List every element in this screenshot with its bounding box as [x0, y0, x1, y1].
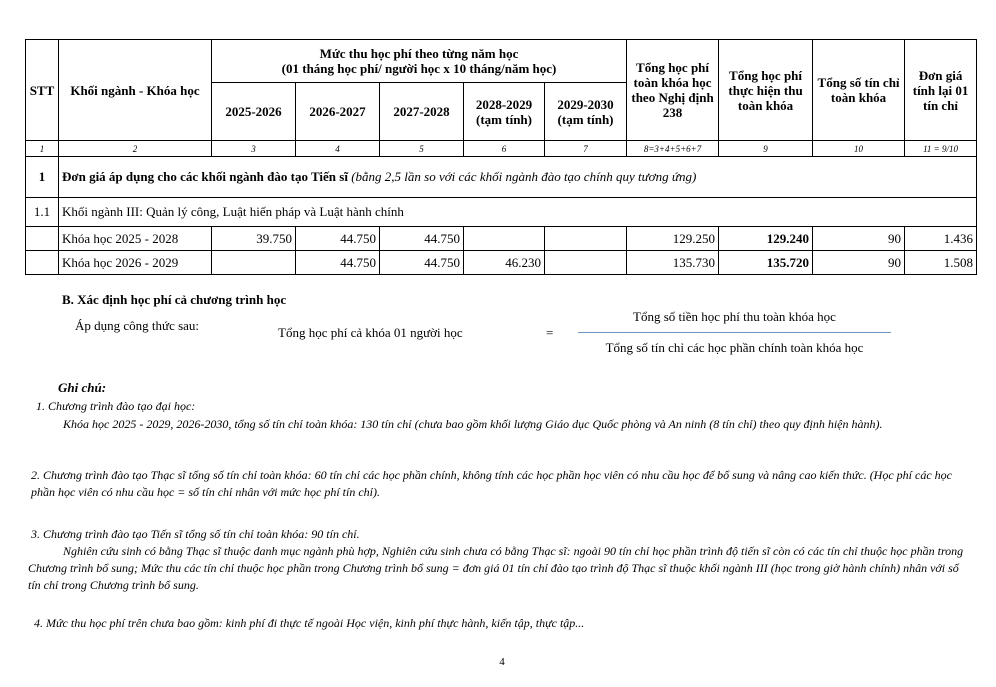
header-year-1	[212, 83, 296, 141]
header-fee-group	[212, 40, 627, 83]
header-program: Khối ngành - Khóa học	[59, 40, 212, 141]
note-3-heading: 3. Chương trình đào tạo Tiến sĩ tổng số tín chỉ toàn khóa: 90 tín chỉ.	[31, 527, 360, 541]
formula-intro: Áp dụng công thức sau:	[75, 318, 200, 333]
header-unit-price: Đơn giá tính lại 01 tín chỉ	[905, 40, 977, 141]
note-4: 4. Mức thu học phí trên chưa bao gồm: kinh phí đi thực tế ngoài Học viện, kinh phí thực hành, kiến tập, thực tập...	[34, 616, 585, 630]
note-3-body: Nghiên cứu sinh có bằng Thạc sĩ thuộc danh mục ngành phù hợp, Nghiên cứu sinh chưa có bằng Thạc sĩ: ngoài 90 tín chỉ học phần trình độ tiến sĩ còn có các tín chỉ thuộc học phần trong Chương trình bổ sung; Mức thu các tín chỉ thuộc học phần trong Chương trình bổ sung = đơn giá 01 tín chỉ đào tạo trình độ Thạc sĩ thuộc khối ngành III (học trong giờ hành chính) nhân với số tín chỉ trong Chương trình bổ sung.	[28, 544, 964, 592]
tuition-fee-table	[25, 39, 977, 275]
fee-cell: 46.230	[464, 251, 545, 275]
note-1-body: Khóa học 2025 - 2029, 2026-2030, tổng số tín chỉ toàn khóa: 130 tín chỉ (chưa bao gồm khối lượng Giáo dục Quốc phòng và An ninh (8 tín chỉ) theo quy định hiện hành).	[63, 417, 883, 431]
header-fee-group-line1: Mức thu học phí theo từng năm học	[319, 46, 519, 61]
index-cell: 4	[296, 141, 380, 157]
header-year-5	[545, 83, 627, 141]
section-title-cell	[59, 157, 977, 198]
index-cell: 6	[464, 141, 545, 157]
header-total-credits: Tổng số tín chỉ toàn khóa	[813, 40, 905, 141]
formula-denominator: Tổng số tín chỉ các học phần chính toàn khóa học	[605, 340, 864, 355]
header-total-decree: Tổng học phí toàn khóa học theo Nghị định 238	[627, 40, 719, 141]
formula-equals: =	[546, 325, 554, 340]
page-number: 4	[499, 656, 505, 668]
table-row	[26, 227, 977, 251]
year-note: (tạm tính)	[557, 111, 614, 127]
year-label: 2027-2028	[393, 104, 450, 119]
course-label: Khóa học 2026 - 2029	[59, 251, 212, 275]
section-row	[26, 157, 977, 198]
total-decree-cell: 135.730	[627, 251, 719, 275]
header-fee-group-line2: (01 tháng học phí/ người học x 10 tháng/năm học)	[281, 61, 557, 76]
fee-cell	[545, 227, 627, 251]
fee-cell: 44.750	[380, 251, 464, 275]
index-cell: 2	[59, 141, 212, 157]
course-label: Khóa học 2025 - 2028	[59, 227, 212, 251]
index-cell: 3	[212, 141, 296, 157]
column-index-row	[26, 141, 977, 157]
header-stt: STT	[26, 40, 59, 141]
total-actual-cell: 129.240	[719, 227, 813, 251]
fee-cell	[545, 251, 627, 275]
index-cell: 8=3+4+5+6+7	[627, 141, 719, 157]
table-row	[26, 251, 977, 275]
year-label: 2026-2027	[309, 104, 366, 119]
index-cell: 11 = 9/10	[905, 141, 977, 157]
index-cell: 7	[545, 141, 627, 157]
table-cell	[26, 251, 59, 275]
fee-cell	[464, 227, 545, 251]
credits-cell: 90	[813, 227, 905, 251]
fee-cell: 44.750	[380, 227, 464, 251]
section-note: (bằng 2,5 lần so với các khối ngành đào tạo chính quy tương ứng)	[351, 169, 697, 184]
credits-cell: 90	[813, 251, 905, 275]
header-total-actual: Tổng học phí thực hiện thu toàn khóa	[719, 40, 813, 141]
fee-cell: 44.750	[296, 227, 380, 251]
formula-lhs: Tổng học phí cả khóa 01 người học	[278, 325, 463, 340]
note-1-heading: 1. Chương trình đào tạo đại học:	[36, 399, 196, 413]
subsection-title: Khối ngành III: Quản lý công, Luật hiến pháp và Luật hành chính	[59, 198, 977, 227]
year-label: 2029-2030	[557, 96, 614, 112]
fee-cell: 44.750	[296, 251, 380, 275]
fraction-line	[578, 332, 891, 333]
header-year-2	[296, 83, 380, 141]
notes-title: Ghi chú:	[58, 380, 107, 395]
section-b-heading: B. Xác định học phí cả chương trình học	[62, 292, 287, 307]
index-cell: 10	[813, 141, 905, 157]
fee-cell: 39.750	[212, 227, 296, 251]
note-2: 2. Chương trình đào tạo Thạc sĩ tổng số tín chỉ toàn khóa: 60 tín chỉ các học phần chính, không tính các học phần học viên có nhu cầu học để bổ sung và nâng cao kiến thức. (Học phí các học phần học viên có nhu cầu học = số tín chỉ nhân với mức học phí tín chỉ).	[31, 468, 952, 499]
year-label: 2025-2026	[225, 104, 282, 119]
year-note: (tạm tính)	[476, 111, 532, 127]
year-label: 2028-2029	[475, 96, 533, 112]
unit-price-cell: 1.436	[905, 227, 977, 251]
subsection-number: 1.1	[26, 198, 59, 227]
table-cell	[26, 227, 59, 251]
fee-cell	[212, 251, 296, 275]
total-actual-cell: 135.720	[719, 251, 813, 275]
header-year-3	[380, 83, 464, 141]
index-cell: 9	[719, 141, 813, 157]
section-title: Đơn giá áp dụng cho các khối ngành đào tạo Tiến sĩ	[62, 169, 348, 184]
header-year-4	[464, 83, 545, 141]
index-cell: 1	[26, 141, 59, 157]
formula-numerator: Tổng số tiền học phí thu toàn khóa học	[633, 309, 836, 324]
section-number: 1	[26, 157, 59, 198]
subsection-row	[26, 198, 977, 227]
unit-price-cell: 1.508	[905, 251, 977, 275]
index-cell: 5	[380, 141, 464, 157]
total-decree-cell: 129.250	[627, 227, 719, 251]
